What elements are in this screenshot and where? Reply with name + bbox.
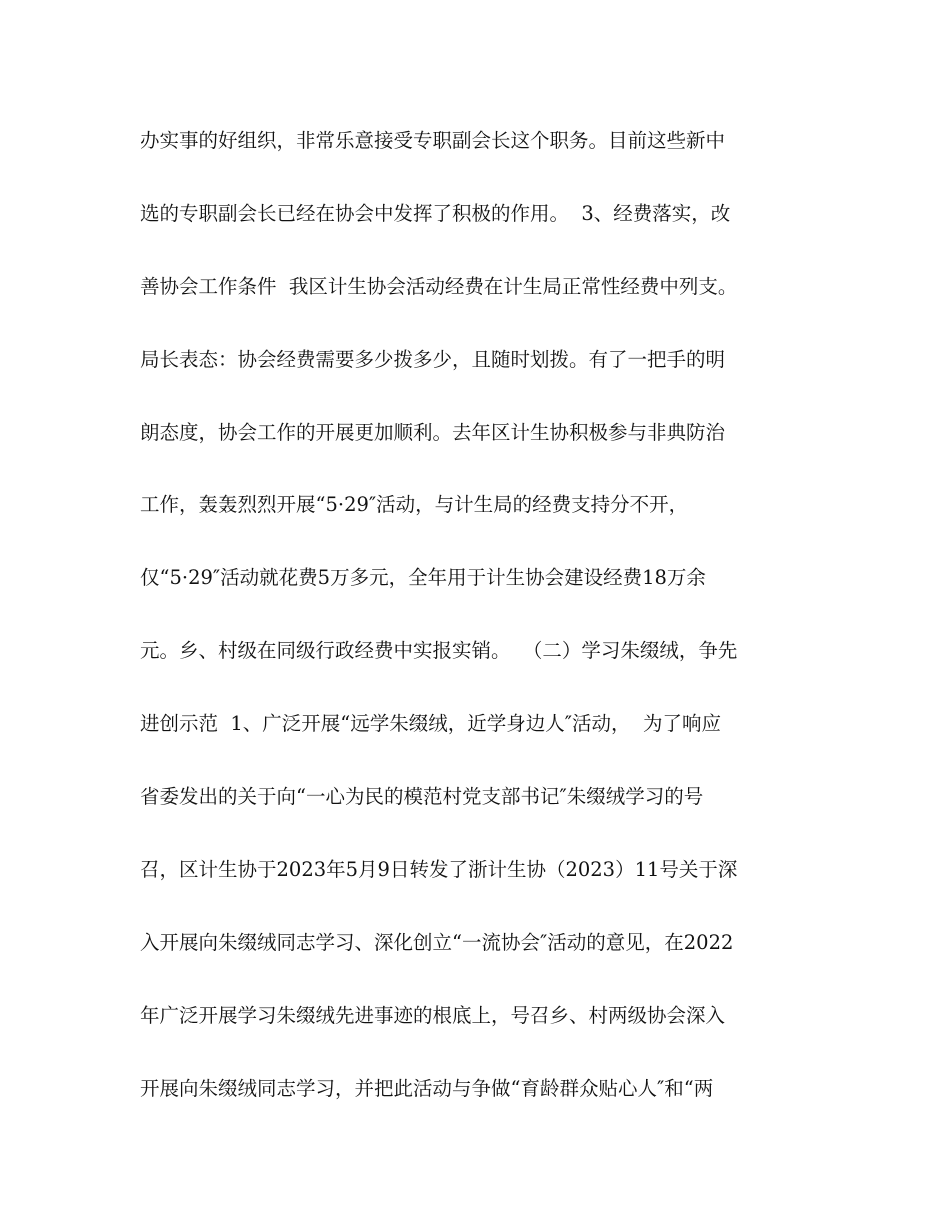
text-line: 入开展向朱缀绒同志学习、深化创立“一流协会″活动的意见，在2022: [140, 930, 734, 954]
text-line: 办实事的好组织，非常乐意接受专职副会长这个职务。目前这些新中: [140, 129, 726, 152]
body-text: [140, 126, 820, 1146]
text-line: 局长表态：协会经费需要多少拨多少，且随时划拨。有了一把手的明: [140, 347, 726, 371]
text-line: 善协会工作条件 我区计生协会活动经费在计生局正常性经费中列支。: [140, 274, 738, 298]
text-line: 进创示范 1、广泛开展“远学朱缀绒，近学身边人″活动， 为了响应: [140, 712, 721, 736]
text-line: 元。乡、村级在同级行政经费中实报实销。 （二）学习朱缀绒，争先: [140, 639, 738, 663]
text-line: 年广泛开展学习朱缀绒先进事迹的根底上，号召乡、村两级协会深入: [140, 1003, 726, 1027]
text-line: 工作，轰轰烈烈开展“5·29″活动，与计生局的经费支持分不开，: [140, 493, 689, 517]
text-line: 仅“5·29″活动就花费5万多元，全年用于计生协会建设经费18万余: [140, 566, 706, 590]
text-line: 朗态度，协会工作的开展更加顺利。去年区计生协积极参与非典防治: [140, 420, 726, 444]
text-line: 开展向朱缀绒同志学习，并把此活动与争做“育龄群众贴心人″和“两: [140, 1076, 714, 1100]
text-line: 省委发出的关于向“一心为民的模范村党支部书记″朱缀绒学习的号: [140, 785, 704, 809]
text-line: 选的专职副会长已经在协会中发挥了积极的作用。 3、经费落实，改: [140, 201, 731, 225]
text-line: 召，区计生协于2023年5月9日转发了浙计生协（2023）11号关于深: [140, 857, 738, 881]
